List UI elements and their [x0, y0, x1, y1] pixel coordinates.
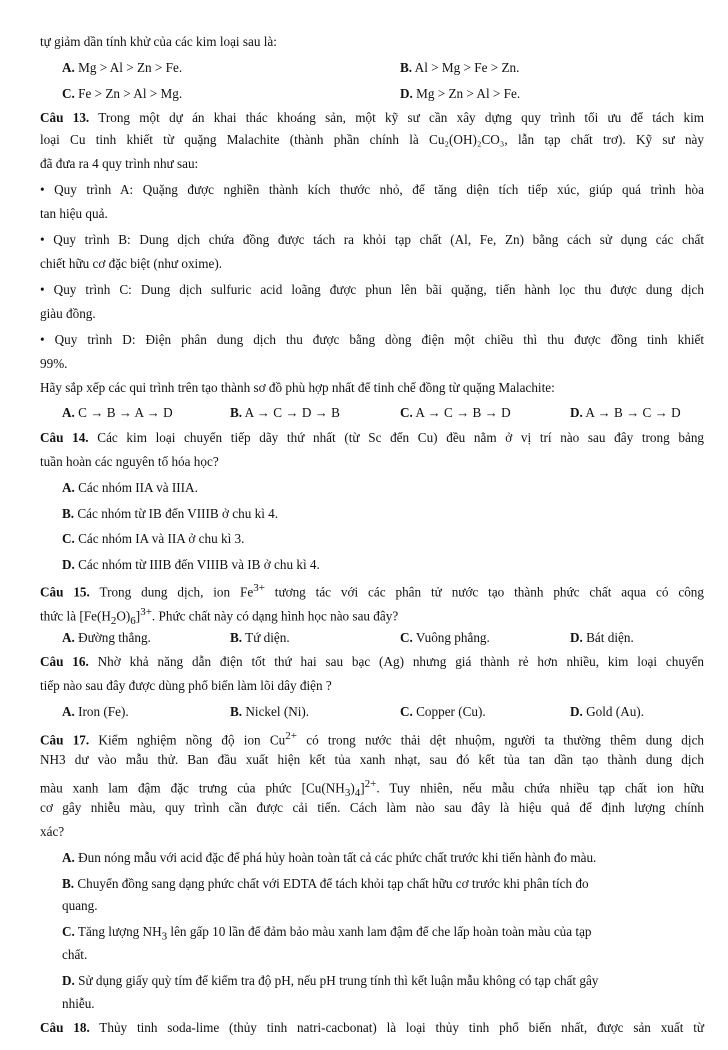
question-label: Câu 13. [40, 110, 90, 125]
option-a: A. Đun nóng mẫu với acid đặc để phá hủy hoàn toàn tất cả các phức chất trước khi tiến hành đo màu. [62, 850, 597, 865]
question-13-ask: Hãy sắp xếp các qui trình trên tạo thành sơ đồ phù hợp nhất để tinh chế đồng từ quặng Malachite: [40, 380, 555, 395]
question-text: tự giảm dần tính khử của các kim loại sau là: [40, 34, 277, 49]
process-a-line-2: tan hiệu quả. [40, 206, 108, 221]
question-label: Câu 14. [40, 430, 89, 445]
option-c-cont: chất. [62, 947, 88, 962]
option-d: D. Sử dụng giấy quỳ tím để kiểm tra độ pH, nếu pH trung tính thì kết luận mẫu không có tạp chất gây [62, 973, 599, 988]
option-c: C. Vuông phẳng. [400, 630, 490, 645]
question-17-line-3: màu xanh lam đậm đặc trưng của phức $[Cu(NH_3)_4]^{2+}$. Tuy nhiên, nếu mẫu chứa nhiều tạp chất ion hữu [40, 778, 705, 800]
option-b-cont: quang. [62, 898, 98, 913]
option-a: A. C → B → A → D [62, 405, 173, 420]
option-c: C. Copper (Cu). [400, 704, 486, 719]
option-c: C. A → C → B → D [400, 405, 511, 420]
option-d: D. Mg > Zn > Al > Fe. [400, 86, 521, 101]
question-16-line-1: Câu 16. Nhờ khả năng dẫn điện tốt thứ hai sau bạc (Ag) nhưng giá thành rẻ hơn nhiều, kim loại chuyển [40, 654, 704, 669]
process-b-line-1: • Quy trình B: Dung dịch chứa đồng được tách ra khỏi tạp chất (Al, Fe, Zn) bằng cách sử dụng các chất [40, 232, 704, 247]
process-b-line-2: chiết hữu cơ đặc biệt (như oxime). [40, 256, 223, 271]
option-a: A. Mg > Al > Zn > Fe. [62, 60, 183, 75]
question-label: Câu 17. [40, 732, 90, 748]
process-c-line-2: giàu đồng. [40, 306, 96, 321]
process-c-line-1: • Quy trình C: Dung dịch sulfuric acid loãng được phun lên bãi quặng, tiến hành lọc thu được dung dịch [40, 282, 704, 297]
option-b: B. A → C → D → B [230, 405, 340, 420]
option-a: A. Đường thẳng. [62, 630, 151, 645]
option-b: B. Các nhóm từ IB đến VIIIB ở chu kì 4. [62, 506, 279, 521]
question-17-line-2: NH3 dư vào mẫu thử. Ban đầu xuất hiện kết tủa xanh nhạt, sau đó kết tủa tan dần tạo thành dung dịch [40, 752, 704, 767]
option-d: D. Gold (Au). [570, 704, 644, 719]
option-d: D. A → B → C → D [570, 405, 681, 420]
question-15-line-1: Câu 15. Trong dung dịch, ion $Fe^{3+}$ tương tác với các phân tử nước tạo thành phức chất aqua có công [40, 582, 704, 600]
option-b: B. Nickel (Ni). [230, 704, 310, 719]
process-d-line-2: 99%. [40, 356, 68, 371]
process-a-line-1: • Quy trình A: Quặng được nghiền thành kích thước nhỏ, để tăng diện tích tiếp xúc, giúp quá trình hòa [40, 182, 704, 197]
question-label: Câu 15. [40, 584, 90, 600]
question-17-line-4: cơ gây nhiễu màu, quy trình cần được cải tiến. Cách làm nào sau đây là hiệu quả để định lượng chính [40, 800, 704, 815]
option-b: B. Al > Mg > Fe > Zn. [400, 60, 520, 75]
question-13-line-2: loại Cu tinh khiết từ quặng Malachite (thành phần chính là Cu₂(OH)₂CO₃, lẫn tạp chất trơ). Kỹ sư này [40, 132, 704, 147]
option-c: C. Fe > Zn > Al > Mg. [62, 86, 183, 101]
question-18-line-1: Câu 18. Thủy tinh soda-lime (thủy tinh natri-cacbonat) là loại thủy tinh phổ biến nhất, được sản xuất từ [40, 1020, 705, 1035]
process-d-line-1: • Quy trình D: Điện phân dung dịch thu được bằng dòng điện một chiều thì thu được đồng tinh khiết [40, 332, 704, 347]
question-label: Câu 16. [40, 654, 89, 669]
question-13-line-3: đã đưa ra 4 quy trình như sau: [40, 156, 199, 171]
option-a: A. Iron (Fe). [62, 704, 129, 719]
question-16-line-2: tiếp nào sau đây được dùng phổ biến làm lõi dây điện ? [40, 678, 332, 693]
question-13-line-1: Câu 13. Trong một dự án khai thác khoáng sản, một kỹ sư cần xây dựng quy trình tối ưu để tách kim [40, 110, 704, 125]
option-d-cont: nhiễu. [62, 996, 95, 1011]
question-label: Câu 18. [40, 1020, 90, 1035]
option-c: C. Các nhóm IA và IIA ở chu kì 3. [62, 531, 245, 546]
option-c: C. Tăng lượng $NH_3$ lên gấp 10 lần để đảm bảo màu xanh lam đậm để che lấp hoàn toàn màu của tạp [62, 924, 592, 943]
option-d: D. Các nhóm từ IIIB đến VIIIB và IB ở chu kì 4. [62, 557, 320, 572]
question-15-line-2: thức là $[Fe(H_2O)_6]^{3+}$. Phức chất này có dạng hình học nào sau đây? [40, 606, 399, 628]
question-17-line-1: Câu 17. Kiểm nghiệm nồng độ ion $Cu^{2+}$ có trong nước thải dệt nhuộm, người ta thường thêm dung dịch [40, 730, 705, 748]
option-b: B. Chuyển đồng sang dạng phức chất với EDTA để tách khỏi tạp chất hữu cơ trước khi phân tích đo [62, 876, 589, 891]
question-14-line-2: tuần hoàn các nguyên tố hóa học? [40, 454, 219, 469]
option-b: B. Tứ diện. [230, 630, 290, 645]
question-14-line-1: Câu 14. Các kim loại chuyển tiếp dãy thứ nhất (từ Sc đến Cu) đều nằm ở vị trí nào sau đây trong bảng [40, 430, 705, 445]
option-d: D. Bát diện. [570, 630, 634, 645]
question-17-line-5: xác? [40, 824, 65, 839]
option-a: A. Các nhóm IIA và IIIA. [62, 480, 198, 495]
